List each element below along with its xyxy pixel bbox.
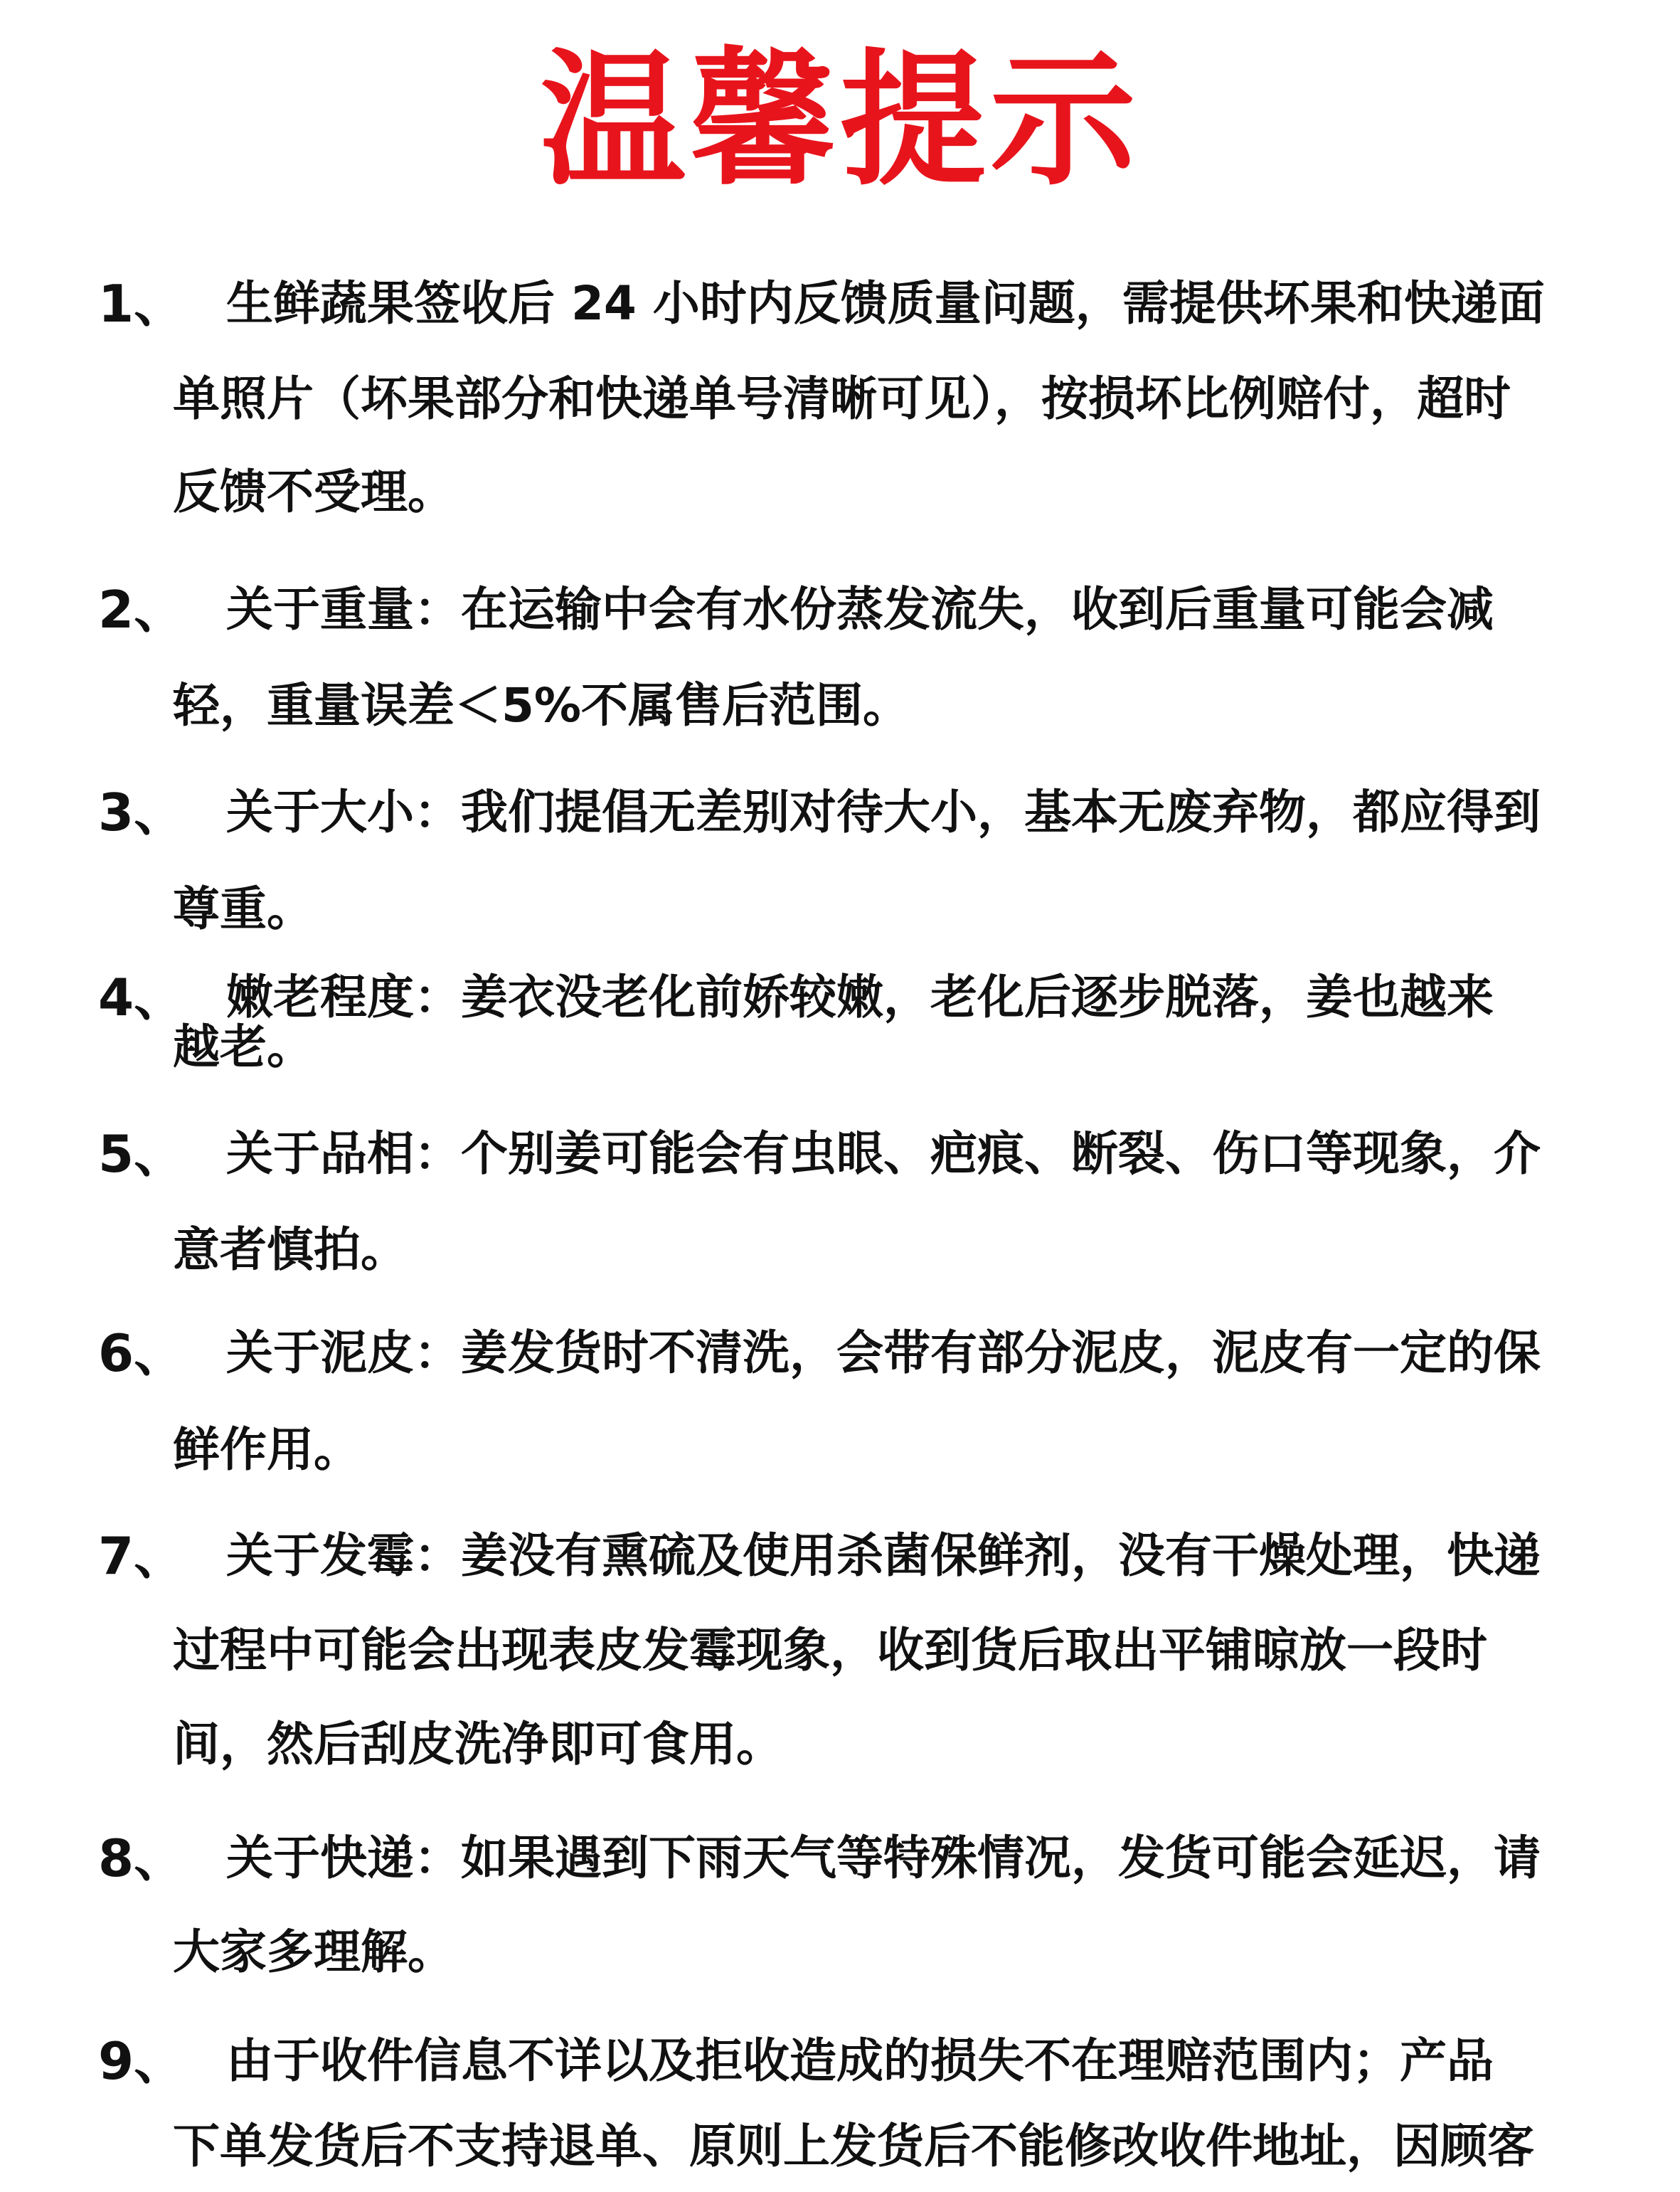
item-number: 9、 — [98, 2031, 186, 2091]
item-number: 5、 — [98, 1124, 186, 1184]
item-text-line: 鲜作用。 — [173, 1422, 361, 1477]
item-text-line: 反馈不受理。 — [173, 465, 454, 519]
item-number: 6、 — [98, 1323, 186, 1383]
item-text-line: 轻，重量误差＜5%不属售后范围。 — [173, 678, 910, 733]
item-text-line: 关于发霉：姜没有熏硫及使用杀菌保鲜剂，没有干燥处理，快递 — [226, 1528, 1541, 1583]
item-text-line: 生鲜蔬果签收后 24 小时内反馈质量问题，需提供坏果和快递面 — [226, 276, 1545, 331]
item-number: 1、 — [98, 274, 186, 334]
item-text-line: 下单发货后不支持退单、原则上发货后不能修改收件地址，因顾客 — [173, 2119, 1534, 2174]
item-text-line: 关于重量：在运输中会有水份蒸发流失，收到后重量可能会减 — [226, 582, 1494, 637]
item-number: 4、 — [98, 968, 186, 1027]
item-text-line: 越老。 — [173, 1020, 314, 1074]
item-text-line: 意者慎拍。 — [173, 1222, 408, 1277]
item-text-line: 关于快递：如果遇到下雨天气等特殊情况，发货可能会延迟，请 — [226, 1831, 1541, 1885]
item-text-line: 由于收件信息不详以及拒收造成的损失不在理赔范围内；产品 — [226, 2033, 1494, 2088]
item-text-line: 关于泥皮：姜发货时不清洗，会带有部分泥皮，泥皮有一定的保 — [226, 1325, 1541, 1380]
item-text-line: 嫩老程度：姜衣没老化前娇较嫩，老化后逐步脱落，姜也越来 — [226, 970, 1494, 1024]
item-text-line: 过程中可能会出现表皮发霉现象，收到货后取出平铺晾放一段时 — [173, 1623, 1487, 1678]
item-text-line: 间，然后刮皮洗净即可食用。 — [173, 1717, 783, 1772]
page-title: 温馨提示 — [540, 36, 1140, 206]
item-number: 2、 — [98, 580, 186, 640]
item-text-line: 单照片（坏果部分和快递单号清晰可见），按损坏比例赔付，超时 — [173, 371, 1511, 426]
item-number: 8、 — [98, 1828, 186, 1888]
item-text-line: 关于品相：个别姜可能会有虫眼、疤痕、断裂、伤口等现象，介 — [226, 1126, 1541, 1181]
item-number: 3、 — [98, 783, 186, 842]
item-text-line: 尊重。 — [173, 881, 314, 936]
item-number: 7、 — [98, 1526, 186, 1586]
item-text-line: 关于大小：我们提倡无差别对待大小，基本无废弃物，都应得到 — [226, 785, 1541, 840]
item-text-line: 大家多理解。 — [173, 1924, 454, 1979]
